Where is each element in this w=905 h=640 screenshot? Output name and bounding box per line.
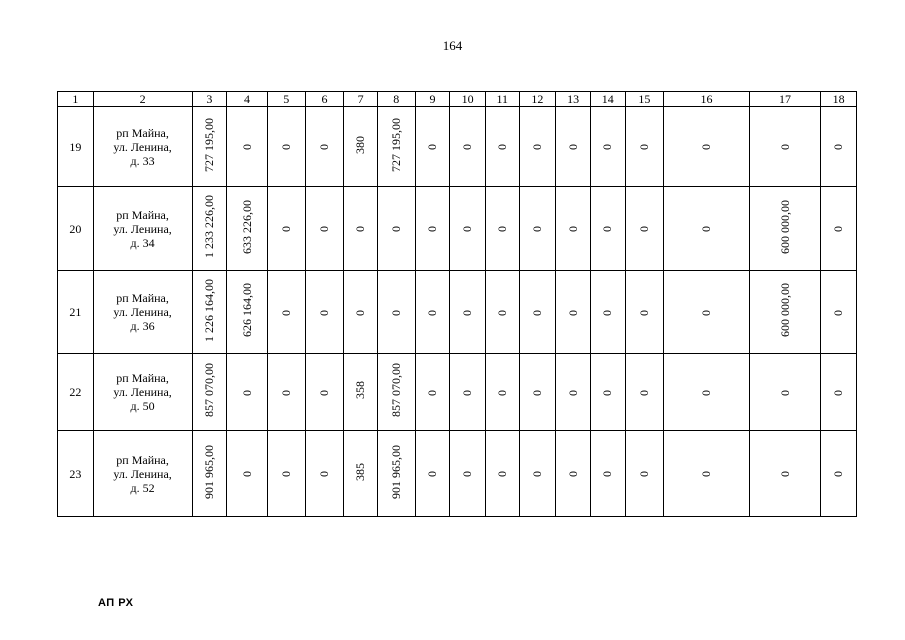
cell-col-17: [749, 271, 820, 354]
address-line: рп Майна,: [116, 291, 169, 305]
cell-col-15: [625, 271, 664, 354]
column-header-1: 1: [58, 92, 94, 107]
cell-col-9: [415, 431, 450, 517]
row-number: 19: [58, 107, 94, 187]
cell-col-6: [305, 354, 344, 431]
address-line: ул. Ленина,: [113, 305, 172, 319]
cell-value: 0: [600, 144, 615, 150]
column-header-6: 6: [305, 92, 344, 107]
page-number: 164: [442, 38, 463, 53]
cell-col-7: [344, 107, 378, 187]
cell-col-4: [227, 354, 268, 431]
column-header-2: 2: [93, 92, 192, 107]
address-line: д. 52: [130, 480, 155, 495]
cell-value: 0: [278, 471, 293, 477]
cell-value: 0: [353, 226, 368, 232]
address-line: д. 33: [130, 153, 155, 168]
address-line: д. 36: [130, 319, 155, 333]
cell-value: 0: [316, 226, 331, 232]
footer-mark: АП РХ: [98, 597, 134, 609]
cell-value: 0: [460, 309, 475, 316]
table-row: [58, 107, 857, 187]
cell-value: 0: [278, 309, 293, 316]
cell-value: 0: [278, 226, 293, 232]
address-line: рп Майна,: [116, 452, 169, 467]
cell-col-13: [556, 271, 591, 354]
cell-value: 901 965,00: [388, 444, 403, 499]
cell-col-10: [450, 187, 486, 271]
cell-value: 0: [316, 389, 331, 396]
cell-col-15: [625, 187, 664, 271]
data-table: [57, 91, 857, 517]
cell-col-15: [625, 354, 664, 431]
cell-col-12: [519, 431, 556, 517]
cell-value: 0: [831, 389, 846, 396]
cell-col-3: [192, 271, 227, 354]
cell-value: 0: [316, 144, 331, 150]
cell-col-10: [450, 271, 486, 354]
cell-value: 0: [494, 226, 509, 232]
cell-col-5: [267, 354, 305, 431]
row-address: [93, 354, 192, 431]
cell-col-16: [664, 271, 750, 354]
cell-col-16: [664, 107, 750, 187]
cell-value: 0: [239, 144, 254, 150]
cell-value: 626 164,00: [239, 283, 254, 337]
cell-col-14: [590, 271, 625, 354]
cell-col-11: [485, 107, 519, 187]
column-header-7: 7: [344, 92, 378, 107]
column-header-5: 5: [267, 92, 305, 107]
cell-value: 0: [636, 471, 651, 477]
address-line: рп Майна,: [116, 371, 169, 385]
cell-col-8: [377, 107, 415, 187]
cell-col-3: [192, 107, 227, 187]
row-number: 21: [58, 271, 94, 354]
cell-col-4: [227, 431, 268, 517]
table-row: [58, 271, 857, 354]
cell-value: 0: [777, 389, 792, 396]
column-header-10: 10: [450, 92, 486, 107]
cell-col-3: [192, 187, 227, 271]
row-address: [93, 271, 192, 354]
cell-col-10: [450, 107, 486, 187]
cell-value: 0: [494, 309, 509, 316]
cell-value: 0: [529, 389, 544, 396]
cell-value: 600 000,00: [777, 199, 792, 254]
cell-value: 0: [460, 226, 475, 232]
column-header-12: 12: [519, 92, 556, 107]
cell-value: 0: [278, 144, 293, 150]
cell-value: 0: [600, 389, 615, 396]
cell-value: 0: [699, 389, 714, 396]
row-number: 22: [58, 354, 94, 431]
address-line: ул. Ленина,: [113, 466, 172, 481]
cell-value: 0: [699, 144, 714, 150]
cell-value: 0: [424, 389, 439, 396]
column-header-11: 11: [485, 92, 519, 107]
address-line: рп Майна,: [116, 125, 169, 140]
cell-col-11: [485, 354, 519, 431]
cell-value: 358: [353, 381, 368, 399]
cell-value: 0: [239, 471, 254, 477]
table-row: [58, 431, 857, 517]
cell-col-14: [590, 431, 625, 517]
cell-col-18: [821, 187, 857, 271]
cell-value: 0: [636, 309, 651, 316]
cell-value: 0: [494, 144, 509, 150]
cell-value: 600 000,00: [777, 283, 792, 337]
cell-col-4: [227, 271, 268, 354]
cell-value: 0: [424, 144, 439, 150]
cell-col-16: [664, 187, 750, 271]
address-line: ул. Ленина,: [113, 385, 172, 399]
cell-col-11: [485, 187, 519, 271]
column-header-14: 14: [590, 92, 625, 107]
cell-value: 0: [529, 309, 544, 316]
cell-col-16: [664, 431, 750, 517]
cell-value: 0: [565, 144, 580, 150]
cell-value: 1 226 164,00: [201, 278, 216, 342]
table-row: [58, 354, 857, 431]
column-header-15: 15: [625, 92, 664, 107]
cell-value: 0: [699, 226, 714, 232]
cell-col-18: [821, 271, 857, 354]
cell-value: 1 233 226,00: [201, 195, 216, 258]
row-number: 23: [58, 431, 94, 517]
cell-col-14: [590, 354, 625, 431]
cell-col-18: [821, 107, 857, 187]
cell-col-4: [227, 107, 268, 187]
cell-col-5: [267, 107, 305, 187]
cell-col-10: [450, 354, 486, 431]
cell-value: 0: [424, 226, 439, 232]
cell-col-6: [305, 107, 344, 187]
cell-value: 0: [636, 144, 651, 150]
cell-col-13: [556, 354, 591, 431]
cell-value: 0: [424, 471, 439, 477]
cell-col-4: [227, 187, 268, 271]
cell-col-7: [344, 187, 378, 271]
cell-value: 0: [636, 389, 651, 396]
cell-value: 0: [636, 226, 651, 232]
cell-value: 0: [529, 226, 544, 232]
cell-value: 857 070,00: [388, 363, 403, 417]
cell-col-14: [590, 107, 625, 187]
cell-col-12: [519, 107, 556, 187]
row-number: 20: [58, 187, 94, 271]
cell-value: 0: [565, 389, 580, 396]
cell-value: 0: [239, 389, 254, 396]
cell-value: 0: [565, 471, 580, 477]
cell-value: 0: [278, 389, 293, 396]
cell-value: 380: [353, 135, 368, 154]
address-line: рп Майна,: [116, 207, 169, 222]
cell-col-9: [415, 354, 450, 431]
cell-value: 0: [600, 471, 615, 477]
cell-col-5: [267, 271, 305, 354]
cell-col-6: [305, 431, 344, 517]
cell-col-8: [377, 271, 415, 354]
cell-value: 857 070,00: [201, 363, 216, 417]
cell-value: 0: [388, 226, 403, 232]
address-line: ул. Ленина,: [113, 139, 172, 154]
column-header-17: 17: [749, 92, 820, 107]
cell-col-12: [519, 271, 556, 354]
column-header-8: 8: [377, 92, 415, 107]
cell-col-14: [590, 187, 625, 271]
cell-value: 0: [316, 309, 331, 316]
cell-col-17: [749, 187, 820, 271]
cell-col-15: [625, 107, 664, 187]
cell-value: 0: [699, 309, 714, 316]
cell-col-15: [625, 431, 664, 517]
cell-col-12: [519, 354, 556, 431]
cell-col-11: [485, 271, 519, 354]
row-address: [93, 107, 192, 187]
cell-value: 385: [353, 462, 368, 481]
cell-col-11: [485, 431, 519, 517]
cell-value: 0: [494, 471, 509, 477]
cell-col-8: [377, 431, 415, 517]
cell-col-6: [305, 187, 344, 271]
cell-col-12: [519, 187, 556, 271]
cell-value: 0: [424, 309, 439, 316]
cell-col-18: [821, 354, 857, 431]
cell-col-5: [267, 187, 305, 271]
cell-value: 0: [600, 309, 615, 316]
header-row: [58, 92, 857, 107]
cell-col-18: [821, 431, 857, 517]
cell-value: 727 195,00: [201, 117, 216, 172]
cell-value: 0: [353, 309, 368, 316]
cell-col-3: [192, 354, 227, 431]
cell-value: 0: [831, 471, 846, 477]
address-line: ул. Ленина,: [113, 221, 172, 236]
cell-value: 0: [831, 226, 846, 232]
column-header-13: 13: [556, 92, 591, 107]
cell-col-13: [556, 431, 591, 517]
cell-col-3: [192, 431, 227, 517]
cell-value: 0: [529, 471, 544, 477]
cell-col-13: [556, 187, 591, 271]
cell-col-9: [415, 187, 450, 271]
cell-value: 633 226,00: [239, 199, 254, 254]
cell-value: 0: [831, 144, 846, 150]
cell-col-7: [344, 271, 378, 354]
cell-value: 0: [529, 144, 544, 150]
cell-col-10: [450, 431, 486, 517]
row-address: [93, 431, 192, 517]
column-header-16: 16: [664, 92, 750, 107]
cell-value: 0: [600, 226, 615, 232]
column-header-3: 3: [192, 92, 227, 107]
cell-value: 0: [777, 144, 792, 150]
cell-col-7: [344, 354, 378, 431]
column-header-9: 9: [415, 92, 450, 107]
cell-value: 0: [460, 471, 475, 477]
cell-value: 0: [316, 471, 331, 477]
cell-value: 0: [460, 389, 475, 396]
cell-col-17: [749, 107, 820, 187]
cell-value: 727 195,00: [388, 117, 403, 172]
table-row: [58, 187, 857, 271]
address-line: д. 50: [130, 399, 155, 413]
cell-col-8: [377, 354, 415, 431]
cell-value: 0: [388, 309, 403, 316]
cell-col-7: [344, 431, 378, 517]
cell-value: 0: [460, 144, 475, 150]
table-body: [58, 107, 857, 517]
cell-value: 0: [494, 389, 509, 396]
cell-col-6: [305, 271, 344, 354]
cell-value: 0: [565, 226, 580, 232]
cell-col-13: [556, 107, 591, 187]
cell-col-16: [664, 354, 750, 431]
cell-col-8: [377, 187, 415, 271]
cell-value: 0: [699, 471, 714, 477]
column-header-4: 4: [227, 92, 268, 107]
address-line: д. 34: [130, 235, 155, 250]
cell-col-5: [267, 431, 305, 517]
row-address: [93, 187, 192, 271]
table-header: [58, 92, 857, 107]
cell-value: 0: [565, 309, 580, 316]
cell-value: 0: [831, 309, 846, 316]
cell-col-9: [415, 271, 450, 354]
cell-col-9: [415, 107, 450, 187]
cell-col-17: [749, 354, 820, 431]
column-header-18: 18: [821, 92, 857, 107]
cell-value: 0: [777, 471, 792, 477]
cell-value: 901 965,00: [201, 444, 216, 499]
cell-col-17: [749, 431, 820, 517]
